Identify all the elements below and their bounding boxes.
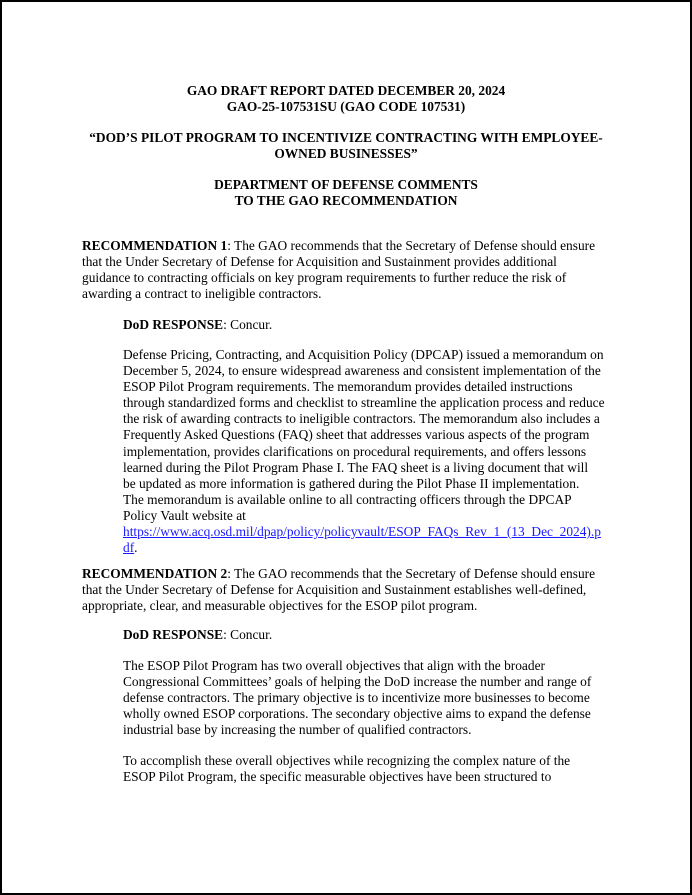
paragraph-line: December 5, 2024, to ensure widespread awareness and consistent implementation of the <box>123 363 601 379</box>
response-2-paragraph-2 <box>123 753 623 785</box>
policy-vault-link-continued[interactable]: df <box>123 540 135 556</box>
report-header <box>0 83 692 115</box>
recommendation-2-line: appropriate, clear, and measurable objectives for the ESOP pilot program. <box>82 598 478 614</box>
report-code: GAO-25-107531SU (GAO CODE 107531) <box>226 99 466 114</box>
dod-response-2-value: : Concur. <box>223 627 273 642</box>
report-date: GAO DRAFT REPORT DATED DECEMBER 20, 2024 <box>186 83 506 98</box>
paragraph-line: Defense Pricing, Contracting, and Acquisition Policy (DPCAP) issued a memorandum on <box>123 347 604 362</box>
paragraph-line: The ESOP Pilot Program has two overall objectives that align with the broader <box>123 658 545 673</box>
report-title-line2: OWNED BUSINESSES” <box>274 146 418 161</box>
comments-heading-line2: TO THE GAO RECOMMENDATION <box>234 193 458 208</box>
paragraph-line: Frequently Asked Questions (FAQ) sheet that addresses various aspects of the program <box>123 427 590 443</box>
paragraph-line: industrial base by increasing the number of qualified contractors. <box>123 722 472 738</box>
paragraph-line: learned during the Pilot Program Phase I. The FAQ sheet is a living document that will <box>123 459 589 475</box>
recommendation-2-label: RECOMMENDATION 2 <box>82 566 228 581</box>
recommendation-1 <box>82 238 622 302</box>
paragraph-line: wholly owned ESOP corporations. The secondary objective aims to expand the defense <box>123 706 591 722</box>
dod-response-2 <box>123 627 623 643</box>
recommendation-1-line: awarding a contract to ineligible contractors. <box>82 286 322 302</box>
comments-heading-line1: DEPARTMENT OF DEFENSE COMMENTS <box>214 177 478 192</box>
report-title <box>0 130 692 162</box>
paragraph-line: implementation, provides clarifications on procedural requirements, and offers lessons <box>123 443 587 459</box>
response-2-paragraph-1 <box>123 658 623 738</box>
dod-response-1-value: : Concur. <box>223 317 273 332</box>
recommendation-2-line: that the Under Secretary of Defense for Acquisition and Sustainment establishes well-defined, <box>82 582 587 598</box>
paragraph-line: ESOP Pilot Program requirements. The memorandum provides detailed instructions <box>123 379 573 395</box>
paragraph-line: Congressional Committees’ goals of helping the DoD increase the number and range of <box>123 674 592 690</box>
report-title-line1: “DOD’S PILOT PROGRAM TO INCENTIVIZE CONTRACTING WITH EMPLOYEE- <box>89 130 603 145</box>
dod-response-1-label: DoD RESPONSE <box>123 317 224 332</box>
paragraph-line: Policy Vault website at <box>123 507 246 523</box>
response-1-paragraph <box>123 347 623 556</box>
recommendation-1-label: RECOMMENDATION 1 <box>82 238 228 253</box>
recommendation-1-text: : The GAO recommends that the Secretary of Defense should ensure <box>227 238 596 253</box>
paragraph-line: through standardized forms and checklist to streamline the application process and reduce <box>123 395 605 411</box>
dod-response-2-label: DoD RESPONSE <box>123 627 224 642</box>
recommendation-1-line: that the Under Secretary of Defense for Acquisition and Sustainment provides additional <box>82 254 557 270</box>
paragraph-line: the risk of awarding contracts to ineligible contractors. The memorandum also includes a <box>123 411 600 427</box>
comments-heading <box>0 177 692 209</box>
recommendation-2-text: : The GAO recommends that the Secretary of Defense should ensure <box>227 566 596 581</box>
dod-response-1 <box>123 317 623 333</box>
paragraph-line: defense contractors. The primary objective is to incentivize more businesses to become <box>123 690 590 706</box>
paragraph-line: The memorandum is available online to all contracting officers through the DPCAP <box>123 491 572 507</box>
recommendation-1-line: guidance to contracting officials on key program requirements to further reduce the risk of <box>82 270 567 286</box>
paragraph-line: be updated as more information is gathered during the Pilot Phase II implementation. <box>123 475 580 491</box>
policy-vault-link[interactable]: https://www.acq.osd.mil/dpap/policy/policyvault/ESOP_FAQs_Rev_1_(13_Dec_2024).p <box>123 524 601 540</box>
link-suffix: . <box>134 540 138 556</box>
paragraph-line: To accomplish these overall objectives while recognizing the complex nature of the <box>123 753 571 768</box>
recommendation-2 <box>82 566 622 614</box>
paragraph-line: ESOP Pilot Program, the specific measurable objectives have been structured to <box>123 769 552 785</box>
